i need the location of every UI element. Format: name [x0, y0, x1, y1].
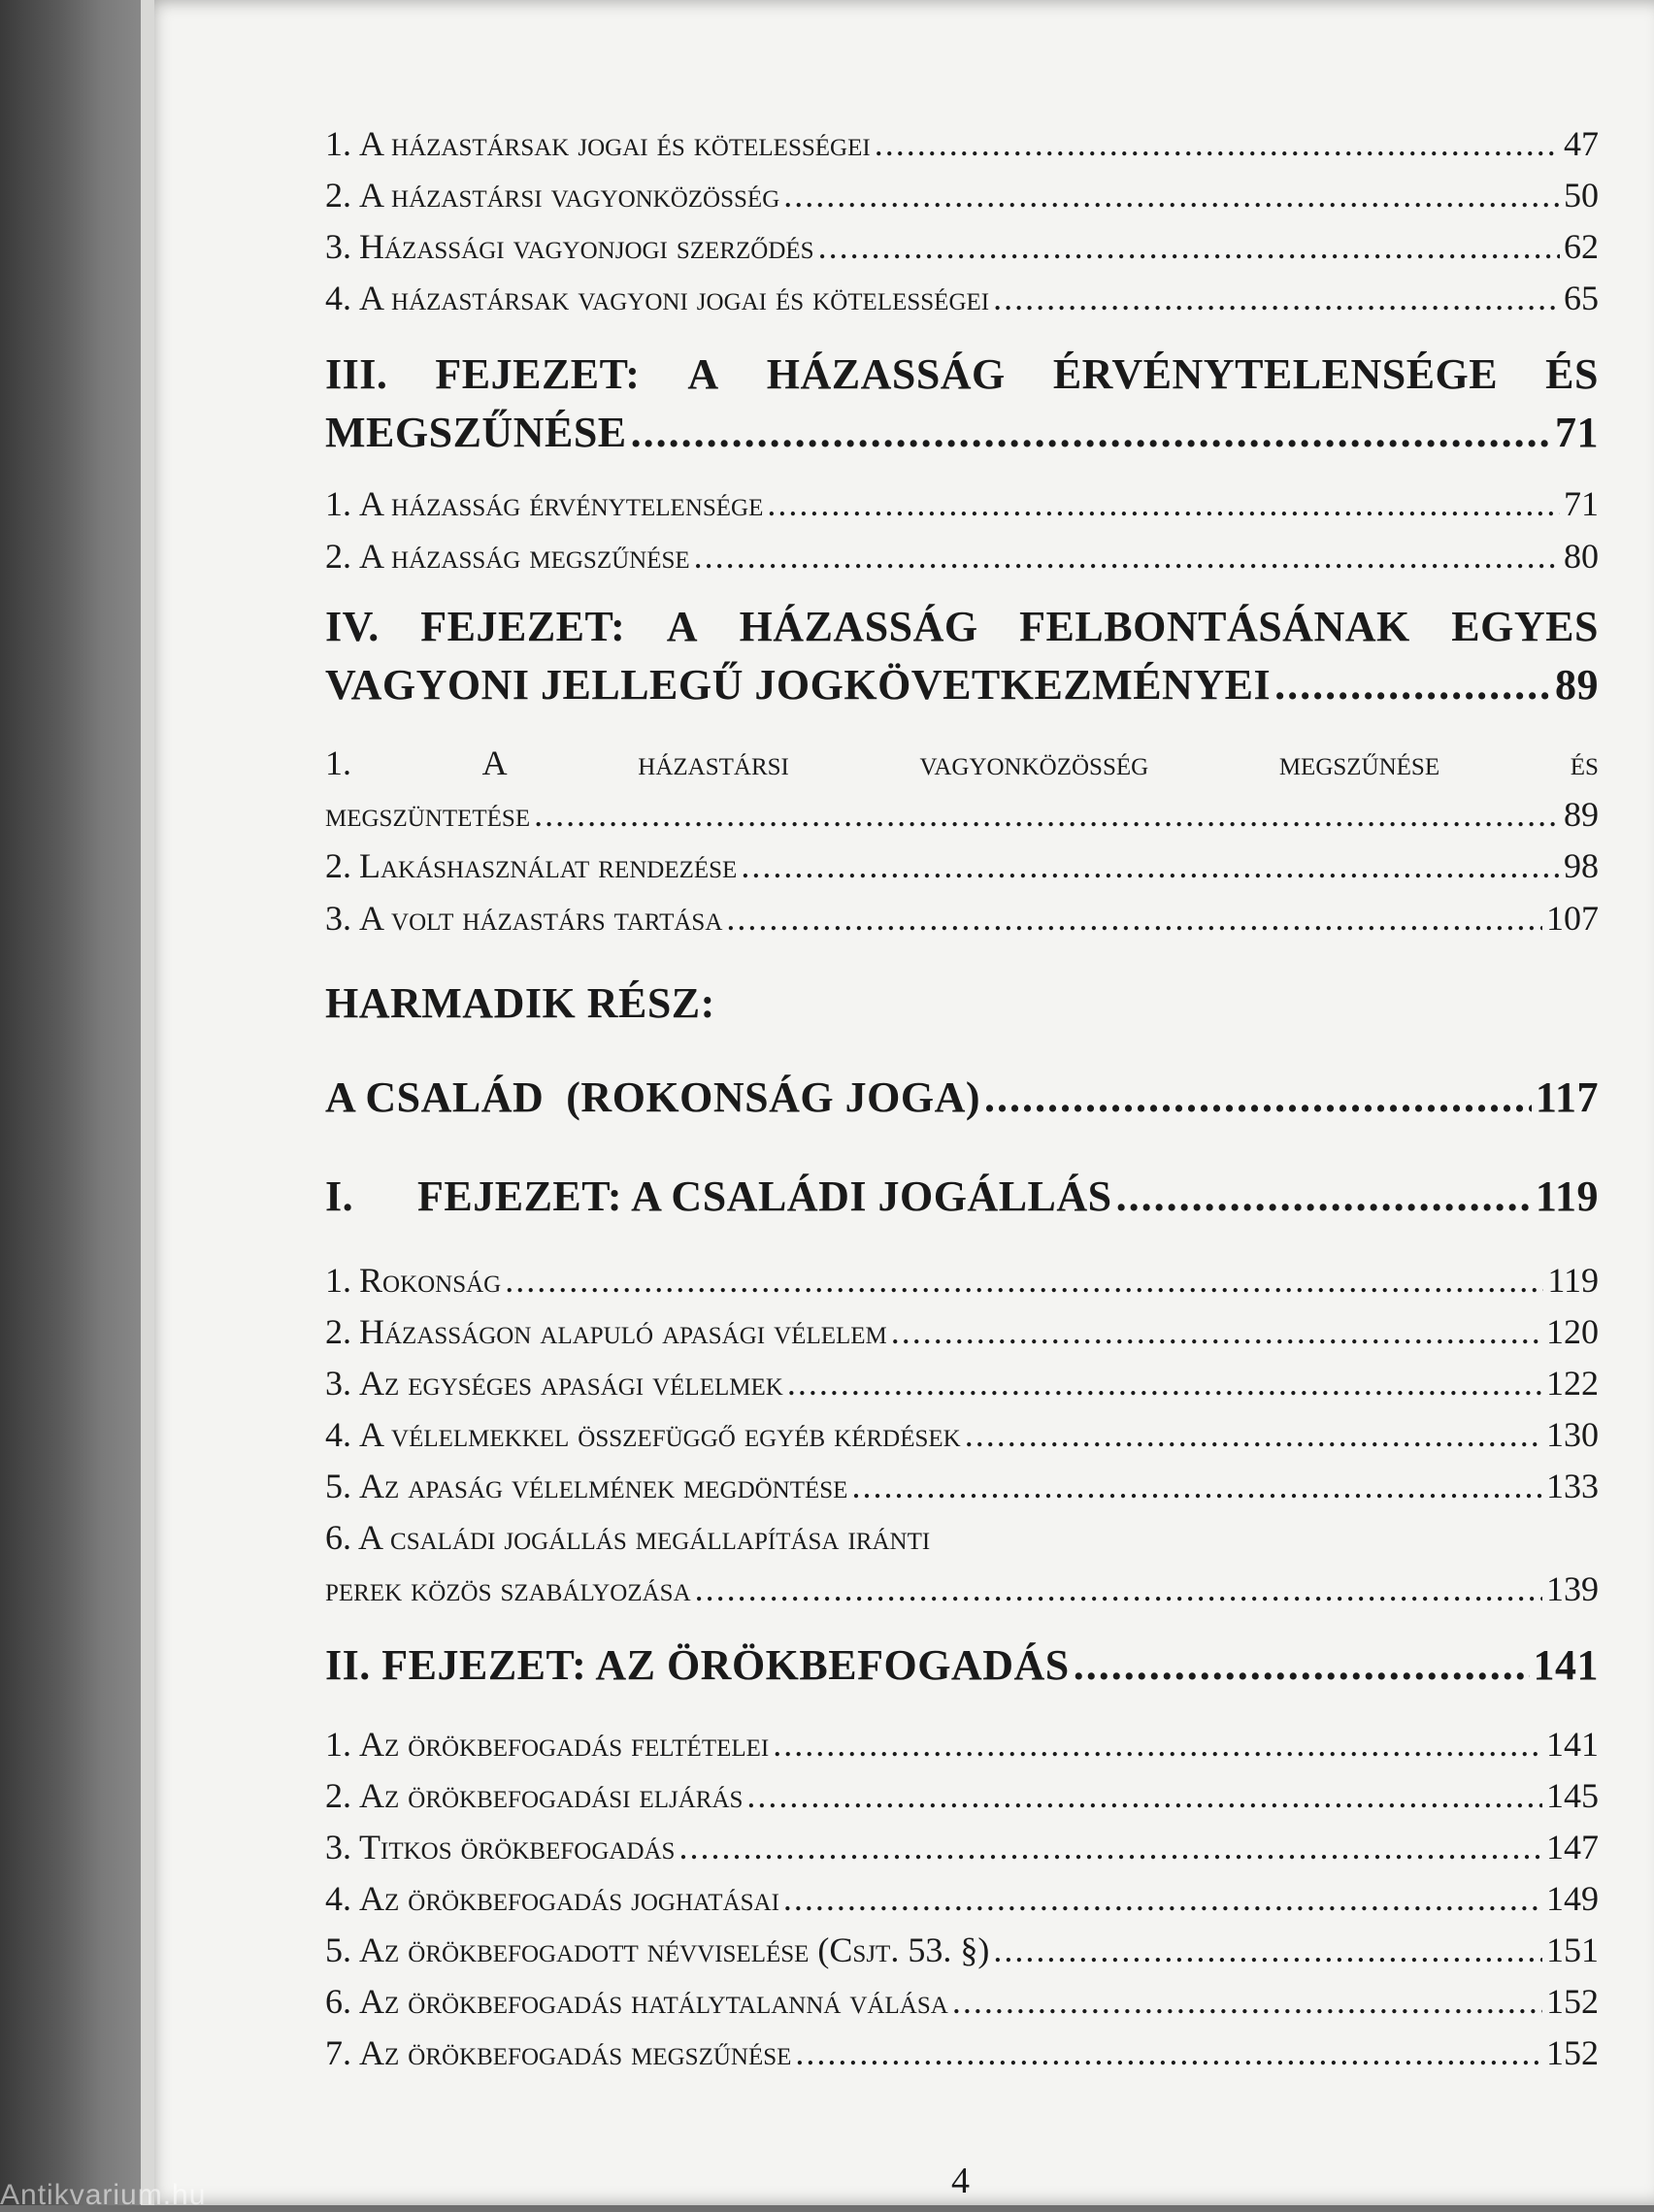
dot-leader: [851, 1466, 1542, 1506]
dot-leader: [1274, 660, 1551, 710]
entry-number: 6.: [325, 1982, 351, 2021]
dot-leader: [993, 278, 1560, 318]
entry-page: 50: [1564, 176, 1599, 215]
entry-title: Az örökbefogadás joghatásai: [359, 1879, 779, 1918]
entry-number: 1.: [325, 1725, 351, 1764]
entry-page: 47: [1564, 124, 1599, 163]
entry-number: 2.: [325, 537, 351, 576]
entry-page: 119: [1547, 1261, 1599, 1300]
chapter-heading-line: [325, 408, 1599, 457]
entry-word: megszűnése: [1278, 743, 1440, 782]
dot-leader: [993, 1930, 1542, 1970]
heading-word: IV.: [325, 603, 380, 650]
part-heading: [325, 978, 1599, 1028]
chapter-page: 141: [1533, 1641, 1599, 1689]
toc-entry: [325, 536, 1599, 577]
dot-leader: [631, 408, 1551, 457]
entry-title: Lakáshasználat rendezése: [359, 846, 738, 885]
entry-number: 5.: [325, 1931, 351, 1969]
entry-number: 3.: [325, 1364, 351, 1403]
entry-number: 3.: [325, 227, 351, 266]
toc-entry: [325, 1466, 1599, 1506]
dot-leader: [773, 1724, 1542, 1765]
dot-leader: [795, 2032, 1542, 2073]
heading-word: A: [687, 350, 719, 398]
entry-page: 89: [1564, 795, 1599, 834]
entry-word: házastársi: [638, 743, 789, 782]
toc-entry: [325, 1311, 1599, 1352]
part-label: HARMADIK RÉSZ:: [325, 979, 715, 1027]
entry-title: Az örökbefogadás hatálytalanná válása: [359, 1982, 948, 2021]
heading-word: HÁZASSÁG: [766, 350, 1006, 398]
heading-word: A: [666, 603, 699, 650]
heading-word: FEJEZET:: [435, 350, 641, 398]
entry-page: 80: [1564, 537, 1599, 576]
entry-title: Titkos örökbefogadás: [359, 1828, 676, 1866]
entry-word: 1.: [325, 743, 351, 782]
dot-leader: [984, 1073, 1532, 1122]
dot-leader: [741, 845, 1560, 886]
entry-title: Házassági vagyonjogi szerződés: [359, 227, 814, 266]
chapter-page: 71: [1555, 409, 1599, 456]
toc-entry: [325, 1827, 1599, 1867]
part-title-line: [325, 1073, 1599, 1122]
chapter-heading-line: [325, 660, 1599, 710]
entry-number: 3.: [325, 899, 351, 938]
entry-title: A házasság érvénytelensége: [359, 484, 764, 523]
dot-leader: [726, 898, 1542, 939]
chapter-page: 89: [1555, 661, 1599, 709]
chapter-page: 119: [1535, 1172, 1599, 1220]
entry-page: 65: [1564, 279, 1599, 317]
chapter-heading-line: [325, 1172, 1599, 1221]
entry-number: 3.: [325, 1828, 351, 1866]
entry-number: 2.: [325, 176, 351, 215]
dot-leader: [534, 794, 1560, 835]
dot-leader: [694, 536, 1560, 577]
entry-title: Az egységes apasági vélelmek: [359, 1364, 783, 1403]
entry-title: Az apaság vélelmének megdöntése: [359, 1467, 848, 1505]
toc-entry: [325, 278, 1599, 318]
toc-entry: [325, 1414, 1599, 1455]
heading-word: FEJEZET:: [420, 603, 626, 650]
chapter-title: VAGYONI JELLEGŰ JOGKÖVETKEZMÉNYEI: [325, 661, 1272, 709]
dot-leader: [767, 483, 1560, 524]
toc-entry: [325, 175, 1599, 215]
watermark: Antikvarium.hu: [0, 2179, 207, 2211]
dot-leader: [965, 1414, 1542, 1455]
toc-entry: [325, 1260, 1599, 1301]
toc-entry: [325, 1568, 1599, 1609]
entry-page: 62: [1564, 227, 1599, 266]
entry-title: A vélelmekkel összefüggő egyéb kérdések: [359, 1415, 961, 1454]
toc-entry: [325, 1775, 1599, 1816]
entry-title: Házasságon alapuló apasági vélelem: [359, 1312, 887, 1351]
heading-word: HÁZASSÁG: [739, 603, 978, 650]
chapter-title: FEJEZET: A CSALÁDI JOGÁLLÁS: [417, 1172, 1112, 1220]
toc-entry: [325, 1724, 1599, 1765]
chapter-heading: [325, 602, 1599, 651]
entry-title: Az örökbefogadás megszűnése: [359, 2033, 792, 2072]
entry-page: 152: [1546, 1982, 1599, 2021]
dot-leader: [1074, 1640, 1530, 1690]
dot-leader: [787, 1363, 1542, 1403]
entry-page: 120: [1546, 1312, 1599, 1351]
entry-title: Az örökbefogadási eljárás: [359, 1776, 744, 1815]
entry-page: 133: [1546, 1467, 1599, 1505]
entry-title: perek közös szabályozása: [325, 1569, 691, 1608]
entry-number: 1.: [325, 1261, 351, 1300]
entry-number: 7.: [325, 2033, 351, 2072]
entry-page: 152: [1546, 2033, 1599, 2072]
entry-word: vagyonközösség: [919, 743, 1149, 782]
dot-leader: [818, 226, 1560, 267]
toc-entry: [325, 483, 1599, 524]
book-binding: [0, 0, 146, 2205]
dot-leader: [891, 1311, 1542, 1352]
part-page: 117: [1535, 1073, 1599, 1121]
entry-page: 151: [1546, 1931, 1599, 1969]
dot-leader: [695, 1568, 1542, 1609]
dot-leader: [505, 1260, 1543, 1301]
toc-entry: [325, 123, 1599, 164]
dot-leader: [678, 1827, 1542, 1867]
entry-number: 2.: [325, 1776, 351, 1815]
heading-word: ÉS: [1545, 350, 1599, 398]
toc-entry: [325, 226, 1599, 267]
entry-number: 2.: [325, 1312, 351, 1351]
heading-word: FELBONTÁSÁNAK: [1019, 603, 1410, 650]
entry-number: 4.: [325, 1879, 351, 1918]
entry-number: 4.: [325, 279, 351, 317]
heading-word: ÉRVÉNYTELENSÉGE: [1052, 350, 1499, 398]
heading-word: EGYES: [1451, 603, 1599, 650]
dot-leader: [875, 123, 1560, 164]
toc-entry: [325, 898, 1599, 939]
chapter-number: I.: [325, 1172, 354, 1220]
entry-word: és: [1570, 743, 1599, 782]
entry-page: 98: [1564, 846, 1599, 885]
entry-number: 2.: [325, 846, 351, 885]
entry-page: 141: [1546, 1725, 1599, 1764]
toc-entry-line: [325, 743, 1599, 783]
chapter-heading-line: [325, 1640, 1599, 1690]
part-title: A CSALÁD (ROKONSÁG JOGA): [325, 1073, 980, 1121]
entry-word: A: [481, 743, 508, 782]
chapter-title: II. FEJEZET: AZ ÖRÖKBEFOGADÁS: [325, 1641, 1070, 1689]
chapter-heading: [325, 349, 1599, 399]
entry-page: 130: [1546, 1415, 1599, 1454]
entry-number: 5.: [325, 1467, 351, 1505]
entry-title: Az örökbefogadott névviselése (Csjt. 53. §): [359, 1931, 990, 1969]
toc-entry: [325, 1930, 1599, 1970]
entry-title: 6. A családi jogállás megállapítása iránti: [325, 1518, 931, 1557]
entry-number: 1.: [325, 124, 351, 163]
chapter-title: MEGSZŰNÉSE: [325, 409, 627, 456]
dot-leader: [783, 1878, 1542, 1919]
toc-entry-line: [325, 1517, 1599, 1558]
toc-entry: [325, 1878, 1599, 1919]
toc-entry: [325, 1981, 1599, 2022]
page-number: 4: [951, 2161, 970, 2201]
entry-page: 147: [1546, 1828, 1599, 1866]
entry-title: Az örökbefogadás feltételei: [359, 1725, 770, 1764]
heading-word: III.: [325, 350, 388, 398]
entry-title: A házastársak vagyoni jogai és kötelességei: [359, 279, 990, 317]
entry-page: 139: [1546, 1569, 1599, 1608]
entry-page: 71: [1564, 484, 1599, 523]
entry-number: 4.: [325, 1415, 351, 1454]
toc-entry: [325, 1363, 1599, 1403]
entry-title: A házastársi vagyonközösség: [359, 176, 780, 215]
entry-page: 149: [1546, 1879, 1599, 1918]
entry-page: 122: [1546, 1364, 1599, 1403]
toc-entry: [325, 845, 1599, 886]
entry-page: 107: [1546, 899, 1599, 938]
toc-entry: [325, 794, 1599, 835]
dot-leader: [952, 1981, 1542, 2022]
dot-leader: [746, 1775, 1542, 1816]
entry-title: A házastársak jogai és kötelességei: [359, 124, 871, 163]
page-edge: [141, 0, 154, 2205]
entry-title: A házasság megszűnése: [359, 537, 690, 576]
toc-entry: [325, 2032, 1599, 2073]
entry-title: Rokonság: [359, 1261, 502, 1300]
dot-leader: [1116, 1172, 1532, 1221]
entry-title: megszüntetése: [325, 795, 531, 834]
dot-leader: [783, 175, 1560, 215]
entry-number: 1.: [325, 484, 351, 523]
entry-page: 145: [1546, 1776, 1599, 1815]
entry-title: A volt házastárs tartása: [359, 899, 723, 938]
